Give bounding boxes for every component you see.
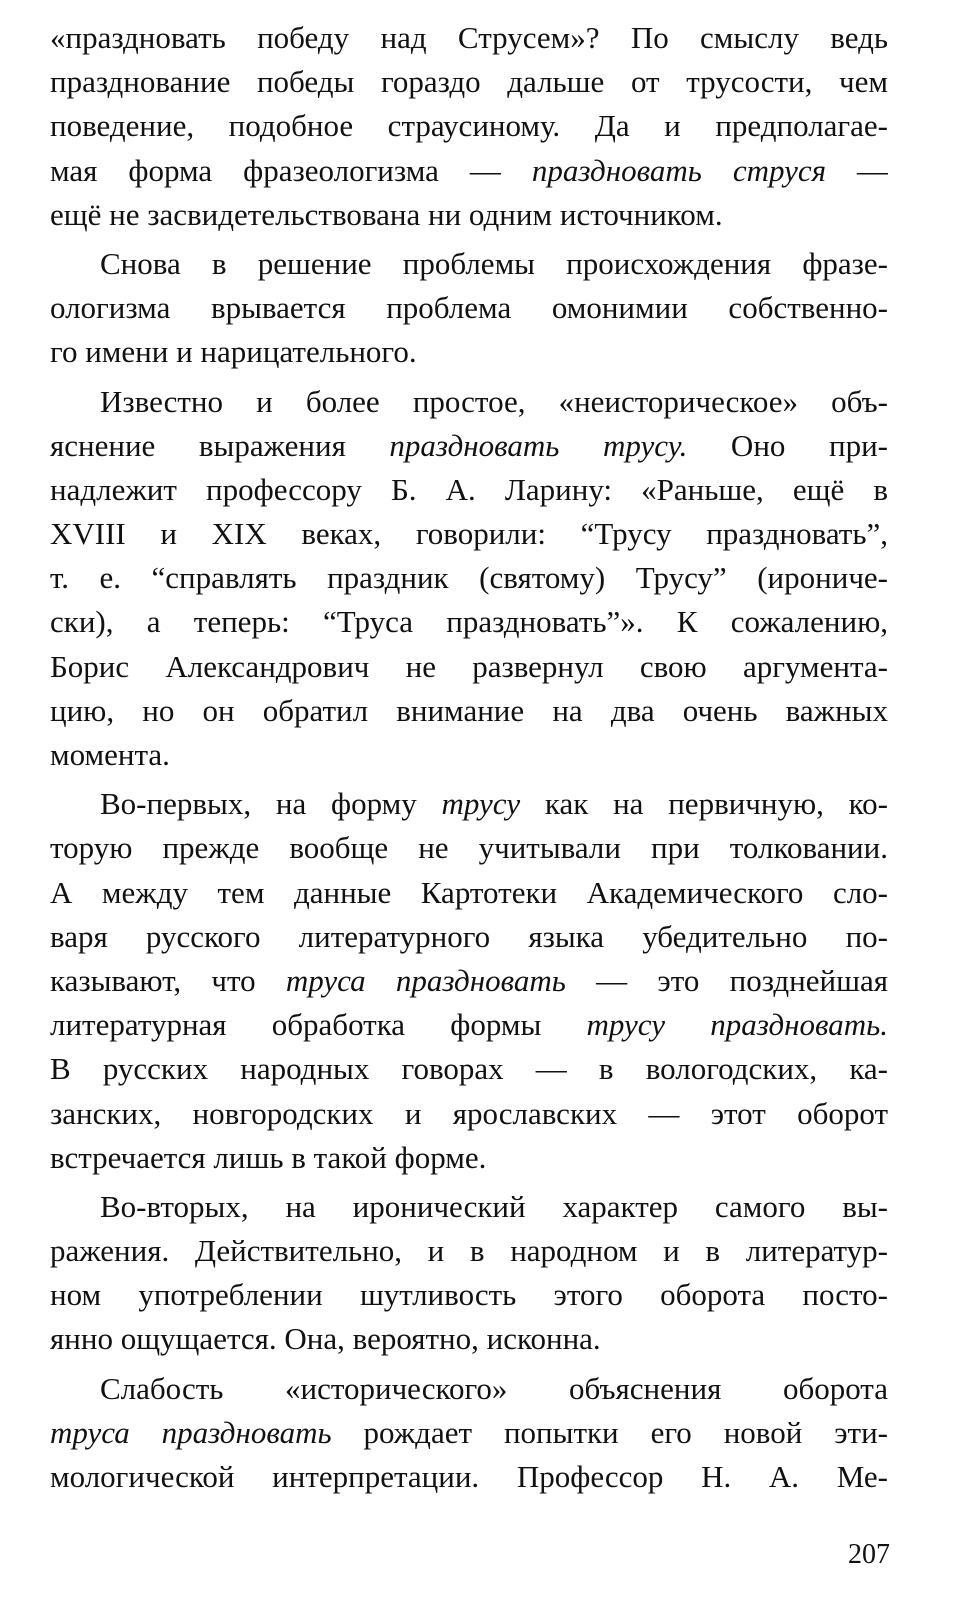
paragraph	[50, 242, 888, 375]
text-segment: Оно при-	[687, 427, 888, 463]
paragraph	[50, 782, 888, 1180]
text-segment: мая форма фразеологизма —	[50, 152, 532, 188]
text-segment: занских, новгородских и ярославских — этот оборот	[50, 1095, 888, 1131]
text-segment: — это позднейшая	[565, 962, 888, 998]
text-segment: Слабость «исторического» объяснения оборота	[100, 1370, 888, 1406]
text-segment: Во-вторых, на иронический характер самого вы-	[100, 1188, 888, 1224]
text-line	[50, 733, 888, 777]
text-segment: «праздновать победу над Струсем»? По смыслу ведь	[50, 20, 888, 55]
text-segment: казывают, что	[50, 962, 286, 998]
text-line	[50, 104, 888, 148]
text-line	[50, 915, 888, 959]
text-segment: Во-первых, на форму	[100, 786, 442, 822]
text-line	[50, 1273, 888, 1317]
text-line	[50, 1455, 888, 1499]
text-segment: варя русского литературного языка убедительно по-	[50, 918, 888, 954]
text-segment: мологической интерпретации. Профессор Н. А. Ме-	[50, 1459, 888, 1494]
italic-phrase: праздновать трусу.	[389, 427, 688, 463]
text-line	[50, 1229, 888, 1273]
text-line	[50, 959, 888, 1003]
text-segment: момента.	[50, 737, 170, 772]
italic-phrase: трусу праздновать.	[586, 1007, 888, 1043]
text-line	[50, 1092, 888, 1136]
text-line	[50, 645, 888, 689]
text-segment: ологизма врывается проблема омонимии собственно-	[50, 290, 888, 326]
text-line	[50, 149, 888, 193]
text-line	[50, 826, 888, 870]
text-segment: надлежит профессору Б. А. Ларину: «Раньше, ещё в	[50, 471, 888, 507]
paragraph	[50, 380, 888, 778]
text-line	[50, 556, 888, 600]
text-segment: янно ощущается. Она, вероятно, исконна.	[50, 1321, 601, 1357]
text-line	[50, 1317, 888, 1361]
paragraph	[50, 1185, 888, 1362]
text-line	[50, 1367, 888, 1411]
text-segment: празднование победы гораздо дальше от трусости, чем	[50, 64, 888, 100]
text-line	[50, 60, 888, 104]
italic-phrase: труса праздновать	[285, 962, 566, 998]
text-segment: А между тем данные Картотеки Академического сло-	[50, 874, 888, 910]
text-segment: В русских народных говорах — в вологодских, ка-	[50, 1051, 888, 1087]
text-segment: ски), а теперь: “Труса праздновать”». К сожалению,	[50, 604, 888, 640]
text-segment: встречается лишь в такой форме.	[50, 1139, 487, 1175]
text-segment: литературная обработка формы	[50, 1007, 587, 1043]
italic-phrase: трусу	[441, 786, 521, 822]
text-line	[50, 689, 888, 733]
text-line	[50, 782, 888, 826]
text-segment: рождает попытки его новой эти-	[331, 1414, 888, 1450]
italic-phrase: праздновать струся	[531, 152, 827, 188]
text-segment: торую прежде вообще не учитывали при толковании.	[50, 830, 888, 866]
text-line	[50, 193, 888, 237]
text-line	[50, 286, 888, 330]
text-segment: Снова в решение проблемы происхождения фразе-	[100, 245, 888, 281]
text-segment: Борис Александрович не развернул свою аргумента-	[50, 648, 888, 684]
text-segment: ражения. Действительно, и в народном и в литератур-	[50, 1233, 888, 1269]
text-line	[50, 380, 888, 424]
text-line	[50, 468, 888, 512]
text-line	[50, 1136, 888, 1180]
text-segment: цию, но он обратил внимание на два очень важных	[50, 692, 888, 728]
text-line	[50, 871, 888, 915]
text-segment: XVIII и XIX веках, говорили: “Трусу праздновать”,	[50, 516, 888, 552]
text-segment: го имени и нарицательного.	[50, 334, 417, 370]
text-segment: т. е. “справлять праздник (святому) Трусу” (ироничe-	[50, 560, 888, 596]
text-line	[50, 600, 888, 644]
text-line	[50, 1047, 888, 1091]
text-line	[50, 1003, 888, 1047]
text-line	[50, 1185, 888, 1229]
text-line	[50, 16, 888, 60]
text-line	[50, 512, 888, 556]
paragraph	[50, 1367, 888, 1500]
text-segment: как на первичную, ко-	[520, 786, 888, 822]
italic-phrase: труса праздновать	[50, 1414, 332, 1450]
paragraph	[50, 16, 888, 237]
text-segment: Известно и более простое, «неисторическое» объ-	[100, 383, 888, 419]
text-segment: поведение, подобное страусиному. Да и предполагае-	[50, 108, 888, 144]
text-segment: ном употреблении шутливость этого оборота посто-	[50, 1277, 888, 1313]
page-body	[50, 16, 888, 1499]
text-segment: —	[826, 152, 888, 188]
page-number: 207	[848, 1539, 890, 1570]
text-line	[50, 242, 888, 286]
text-line	[50, 1411, 888, 1455]
text-line	[50, 330, 888, 374]
text-segment: ещё не засвидетельствована ни одним источником.	[50, 196, 723, 232]
text-line	[50, 424, 888, 468]
text-segment: яснение выражения	[50, 427, 390, 463]
